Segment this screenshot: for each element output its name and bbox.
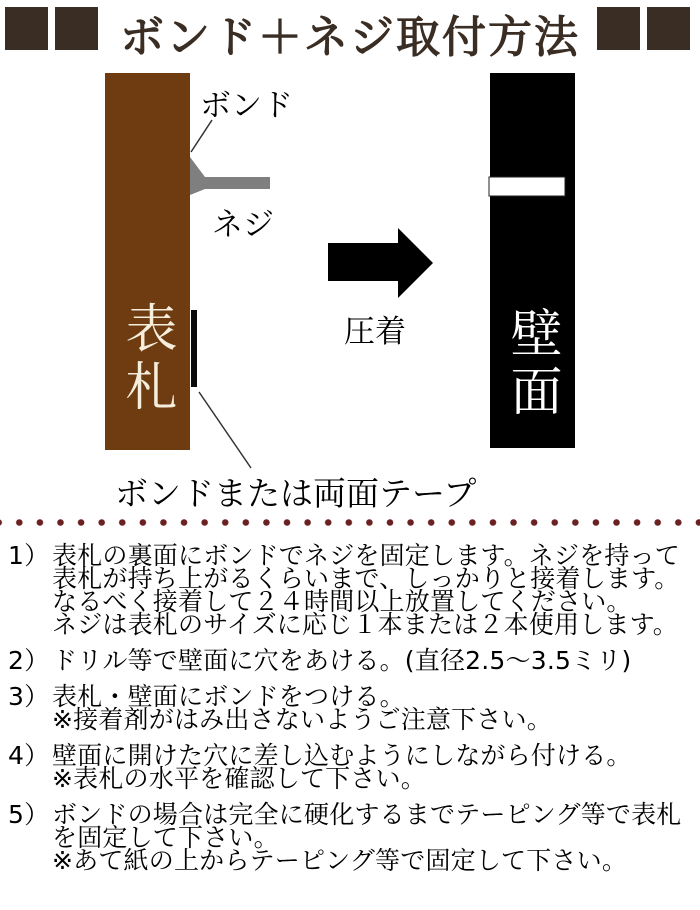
instruction-item bbox=[8, 646, 698, 675]
instruction-item bbox=[8, 682, 698, 734]
instruction-line: 表札の裏面にボンドでネジを固定します。ネジを持って bbox=[52, 541, 681, 570]
screw-icon bbox=[190, 157, 270, 195]
instruction-text bbox=[52, 646, 698, 675]
press-arrow-icon bbox=[328, 228, 433, 298]
instruction-line: 表札が持ち上がるくらいまで、しっかりと接着します。 bbox=[52, 564, 680, 593]
tape-label: ボンドまたは両面テープ bbox=[115, 474, 477, 513]
instruction-item bbox=[8, 541, 698, 639]
instruction-number: 2） bbox=[8, 646, 50, 675]
instruction-text bbox=[52, 800, 698, 875]
nameplate-label: 表札 bbox=[116, 301, 176, 417]
bond-label: ボンド bbox=[200, 88, 293, 124]
dotted-separator bbox=[0, 518, 700, 527]
instruction-line: なるべく接着して２４時間以上放置してください。 bbox=[52, 587, 632, 616]
instruction-item bbox=[8, 741, 698, 793]
instruction-line: ネジは表札のサイズに応じ１本または２本使用します。 bbox=[52, 610, 679, 639]
instruction-text bbox=[52, 541, 698, 639]
instruction-line: 表札・壁面にボンドをつける。 bbox=[52, 682, 405, 711]
instruction-number: 5） bbox=[8, 800, 50, 829]
instruction-item bbox=[8, 800, 698, 875]
instruction-text bbox=[52, 741, 698, 793]
installation-diagram bbox=[0, 60, 700, 520]
instruction-text bbox=[52, 682, 698, 734]
instruction-line: 壁面に開けた穴に差し込むようにしながら付ける。 bbox=[52, 741, 632, 770]
instructions-list bbox=[8, 541, 698, 875]
instruction-line: ※表札の水平を確認して下さい。 bbox=[52, 764, 426, 793]
instruction-number: 1） bbox=[8, 541, 50, 570]
page-title: ボンド＋ネジ取付方法 bbox=[120, 12, 580, 63]
press-label: 圧着 bbox=[344, 314, 406, 350]
instruction-line: ボンドの場合は完全に硬化するまでテーピング等で表札 bbox=[52, 800, 682, 829]
instruction-line: ドリル等で壁面に穴をあける。(直径2.5～3.5ミリ) bbox=[52, 646, 632, 675]
instruction-line: ※あて紙の上からテーピング等で固定して下さい。 bbox=[52, 846, 628, 875]
screw-label: ネジ bbox=[212, 207, 274, 243]
instruction-line: ※接着剤がはみ出さないようご注意下さい。 bbox=[52, 705, 552, 734]
instruction-number: 3） bbox=[8, 682, 50, 711]
tape-leader-line bbox=[199, 392, 251, 468]
instruction-number: 4） bbox=[8, 741, 50, 770]
wall-hole-slot bbox=[489, 177, 565, 196]
tape-strip bbox=[191, 310, 197, 387]
wall-label: 壁面 bbox=[501, 306, 561, 422]
instruction-line: を固定して下さい。 bbox=[52, 823, 279, 852]
